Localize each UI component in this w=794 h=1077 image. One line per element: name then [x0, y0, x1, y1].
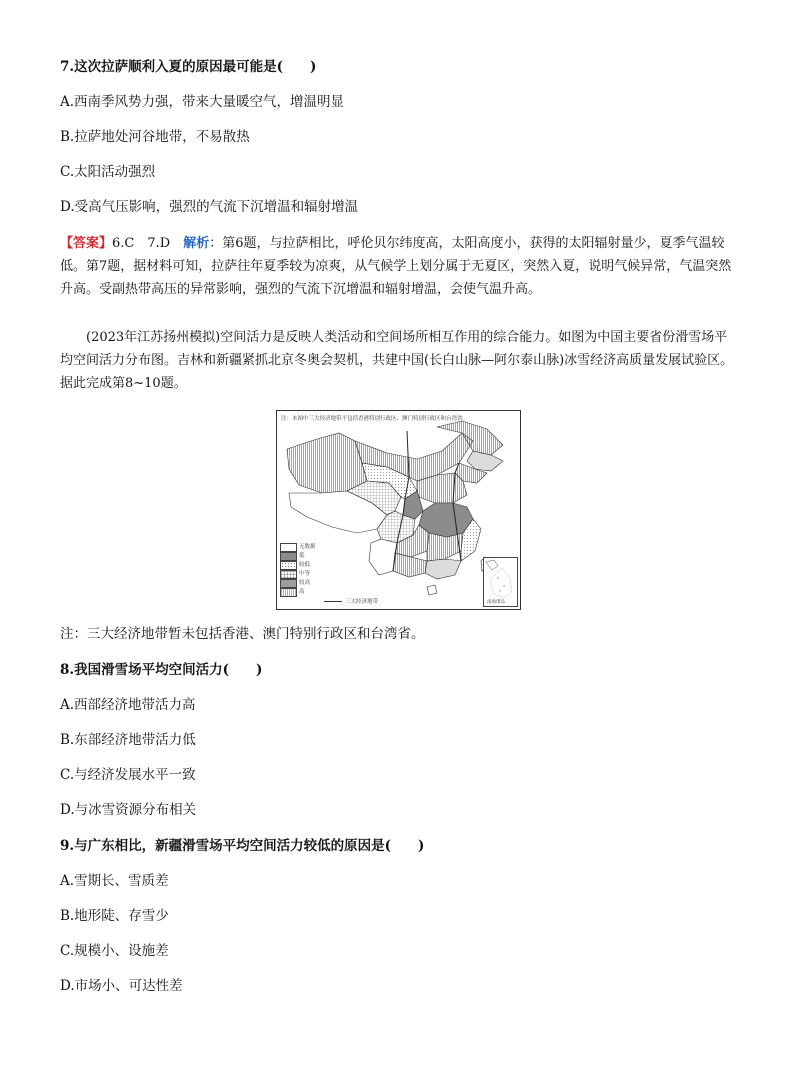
legend-line-symbol: [324, 601, 342, 602]
legend-item-none: [280, 542, 340, 551]
map-note: 注：本图中三大经济地带不包括香港特别行政区、澳门特别行政区和台湾省。: [281, 416, 469, 422]
legend-item-lower: [280, 560, 340, 569]
q8-option-a: A.西部经济地带活力高: [60, 697, 196, 713]
q7-option-b: B.拉萨地处河谷地带，不易散热: [60, 129, 250, 145]
answer-keys: 6.C 7.D: [112, 236, 171, 251]
analysis-text: ：第6题，与拉萨相比，呼伦贝尔纬度高，太阳高度小，获得的太阳辐射量少，夏季气温较低。第7题，据材料可知，拉萨往年夏季较为凉爽，从气候学上划分属于无夏区，突然入夏，说明气候异常，气温突然升高。受副热带高压的异常影响，强烈的气流下沉增温和辐射增温，会使气温升高。: [60, 236, 732, 297]
q8-option-b: B.东部经济地带活力低: [60, 732, 196, 748]
q7-option-a: A.西南季风势力强，带来大量暖空气，增温明显: [60, 94, 345, 110]
legend-item-low: [280, 551, 340, 560]
answer-block: [60, 232, 736, 301]
region-xinjiang: [287, 433, 367, 493]
legend-label: 无数据: [299, 544, 316, 550]
q9-option-b: B.地形陡、存雪少: [60, 908, 169, 924]
q9-stem: 9.与广东相比，新疆滑雪场平均空间活力较低的原因是( ): [60, 838, 425, 854]
legend-item-belt-line: [324, 597, 394, 606]
q9-option-c: C.规模小、设施差: [60, 943, 169, 959]
region-guangxi: [393, 553, 427, 577]
q8-option-d: D.与冰雪资源分布相关: [60, 802, 197, 818]
q7-option-d: D.受高气压影响，强烈的气流下沉增温和辐射增温: [60, 199, 359, 215]
south-china-sea-inset: [483, 557, 518, 607]
q7-option-c: C.太阳活动强烈: [60, 164, 156, 180]
q9-option-a: A.雪期长、雪质差: [60, 873, 169, 889]
q8-option-c: C.与经济发展水平一致: [60, 767, 196, 783]
legend-label: 低: [299, 553, 305, 559]
q7-stem: 7.这次拉萨顺利入夏的原因最可能是( ): [60, 59, 317, 75]
q8-stem: 8.我国滑雪场平均空间活力( ): [60, 662, 263, 678]
q9-option-d: D.市场小、可达性差: [60, 978, 183, 994]
region-guangdong: [425, 559, 461, 579]
map-footnote: 注：三大经济地带暂未包括香港、澳门特别行政区和台湾省。: [60, 626, 425, 642]
legend-item-medium: [280, 569, 340, 578]
legend-swatch-high: [280, 588, 297, 597]
legend-label: 高: [299, 589, 305, 595]
answer-tag: 【答案】: [60, 236, 113, 251]
inset-label: 南海诸岛: [487, 600, 505, 605]
map-legend: [280, 542, 390, 606]
legend-item-higher: [280, 578, 340, 587]
legend-label: 较高: [299, 580, 311, 586]
legend-line-label: 三大经济地带: [345, 599, 379, 605]
legend-label: 中等: [299, 571, 311, 577]
legend-label: 较低: [299, 562, 311, 568]
intro-paragraph: (2023年江苏扬州模拟)空间活力是反映人类活动和空间场所相互作用的综合能力。如图为中国主要省份滑雪场平均空间活力分布图。吉林和新疆紧抓北京冬奥会契机，共建中国(长白山脉—阿尔泰山脉)冰雪经济高质量发展试验区。据此完成第8~10题。: [60, 330, 734, 391]
region-hainan: [427, 585, 437, 595]
china-map-figure: [276, 410, 521, 610]
analysis-tag: 解析: [183, 236, 210, 251]
legend-item-high: [280, 587, 340, 596]
